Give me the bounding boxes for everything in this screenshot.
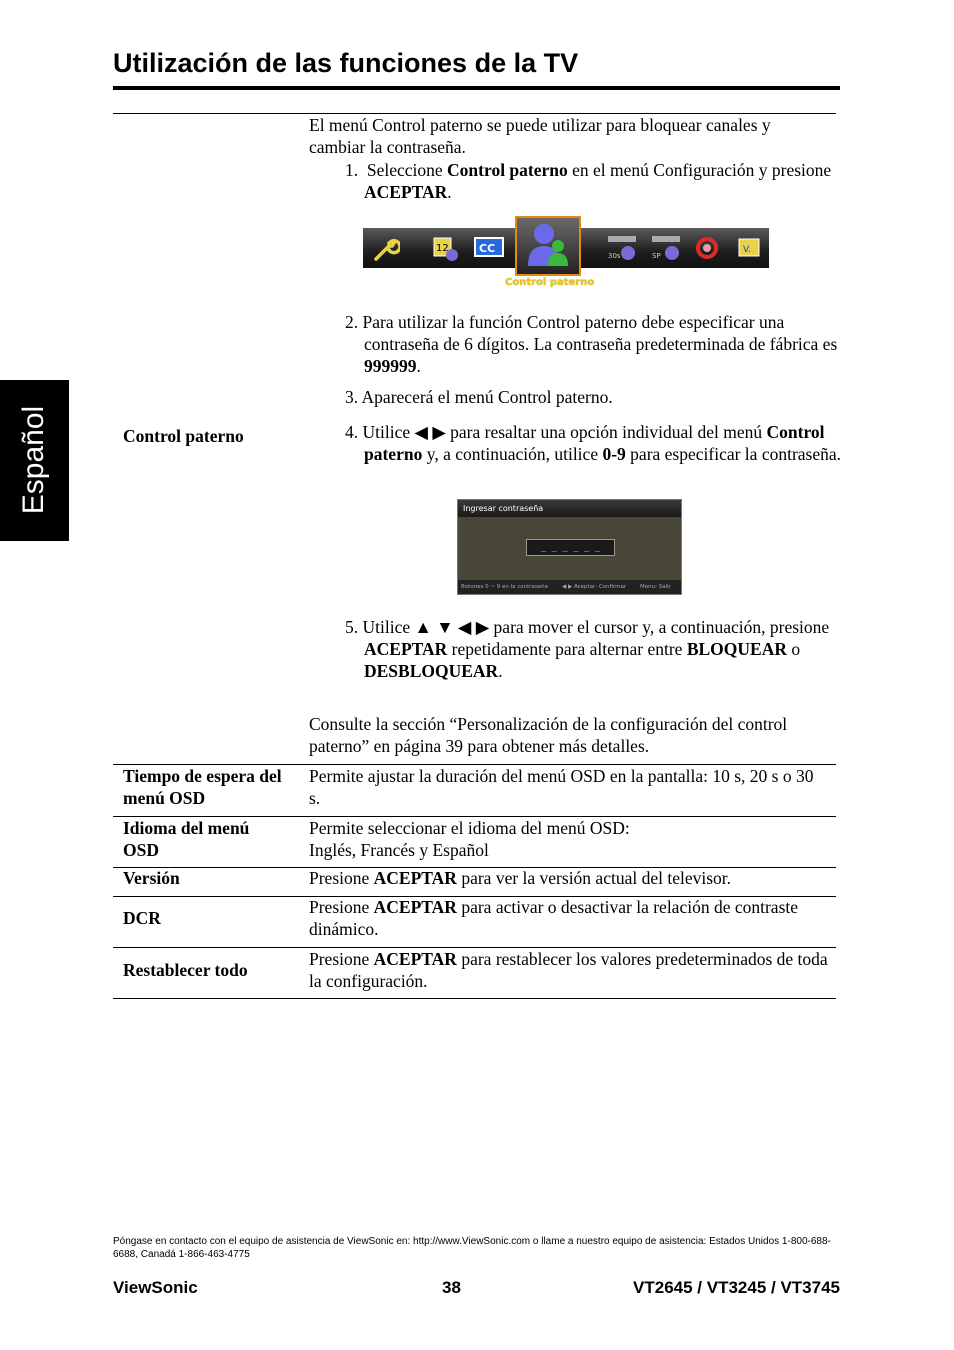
row-desc-version: Presione ACEPTAR para ver la versión actual del televisor. — [309, 868, 732, 888]
selected-menu-caption: Control paterno — [505, 277, 595, 288]
step-1: 1. Seleccione Control paterno en el menú Configuración y presione ACEPTAR. — [345, 160, 832, 202]
language-tab-label: Español — [17, 405, 50, 515]
page-number: 38 — [442, 1278, 461, 1297]
row-label-reset-all: Restablecer todo — [123, 960, 248, 980]
row-label-dcr: DCR — [123, 908, 161, 928]
step-2: 2. Para utilizar la función Control paterno debe especificar una contraseña de 6 dígitos. La contraseña predeterminada de fábrica es 999999. — [345, 312, 838, 376]
title-rule — [113, 86, 840, 90]
svg-text:CC: CC — [479, 242, 496, 255]
step-5: 5. Utilice ▲ ▼ ◀ ▶ para mover el cursor y, a continuación, presione ACEPTAR repetidamente para alternar entre BLOQUEAR o DESBLOQUEAR. — [345, 617, 830, 681]
svg-text:30s: 30s — [608, 252, 621, 260]
page-title: Utilización de las funciones de la TV — [113, 48, 579, 78]
table-bottom-rule — [113, 998, 836, 999]
password-dialog-image — [457, 499, 682, 595]
password-dialog-hints — [458, 580, 681, 594]
footer-models: VT2645 / VT3245 / VT3745 — [633, 1278, 840, 1297]
step-3: 3. Aparecerá el menú Control paterno. — [345, 387, 613, 407]
row-label-osd-timeout: Tiempo de espera del menú OSD — [123, 766, 282, 808]
control-paterno-note: Consulte la sección “Personalización de la configuración del control paterno” en página 39 para obtener más detalles. — [309, 714, 788, 756]
wrench-icon — [365, 232, 405, 264]
row-desc-osd-timeout: Permite ajustar la duración del menú OSD en la pantalla: 10 s, 20 s o 30 s. — [309, 766, 814, 808]
row-label-control-paterno: Control paterno — [123, 426, 244, 446]
row-desc-osd-language: Permite seleccionar el idioma del menú OSD: Inglés, Francés y Español — [309, 818, 630, 860]
support-contact: Póngase en contacto con el equipo de asistencia de ViewSonic en: http://www.ViewSonic.com o llame a nuestro equipo de asistencia: Estados Unidos 1-800-688-6688, Canadá 1-866-463-4775 — [113, 1236, 831, 1260]
settings-menu-bar-image — [363, 216, 771, 294]
footer-brand: ViewSonic — [113, 1278, 198, 1297]
svg-text:12: 12 — [436, 243, 449, 254]
cc-icon — [469, 232, 509, 264]
language-tab — [0, 380, 69, 541]
step-4: 4. Utilice ◀ ▶ para resaltar una opción individual del menú Control paterno y, a continuación, utilice 0-9 para especificar la contraseña. — [345, 422, 842, 464]
row-label-osd-language: Idioma del menú OSD — [123, 818, 250, 860]
password-dialog-title: Ingresar contraseña — [458, 500, 681, 517]
timer-30s-icon — [603, 232, 643, 264]
version-icon — [729, 232, 769, 264]
timer-sp-icon — [647, 232, 687, 264]
hint-digits: Botones 0 ~ 9 en la contraseña — [461, 584, 549, 590]
svg-text:V.: V. — [743, 245, 751, 255]
row-desc-dcr: Presione ACEPTAR para activar o desactivar la relación de contraste dinámico. — [309, 897, 799, 939]
password-field: _ _ _ _ _ _ — [526, 539, 615, 556]
hint-confirm: ◀ ▶ Aceptar: Confirmar — [562, 584, 627, 590]
hint-exit: Menu: Salir — [640, 584, 671, 590]
reset-icon — [687, 232, 727, 264]
control-paterno-intro: El menú Control paterno se puede utilizar para bloquear canales y cambiar la contraseña. — [309, 115, 771, 157]
calendar-icon — [425, 232, 465, 264]
row-label-version: Versión — [123, 868, 180, 888]
parental-person-icon — [526, 220, 570, 270]
row-desc-reset-all: Presione ACEPTAR para restablecer los valores predeterminados de toda la configuración. — [309, 949, 828, 991]
svg-text:SP: SP — [652, 252, 661, 260]
